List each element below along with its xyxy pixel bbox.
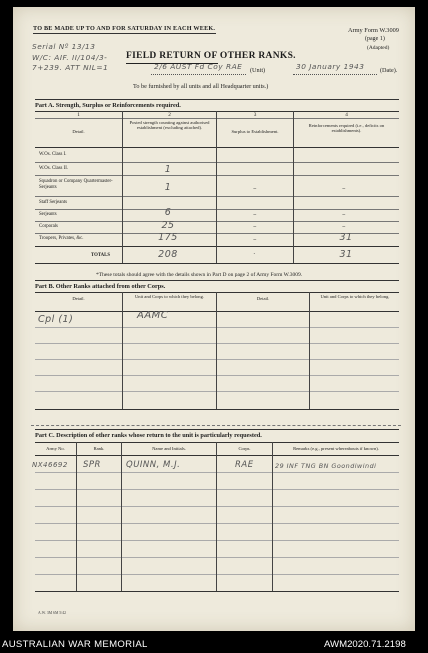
form-number: Army Form W.3009 (348, 27, 399, 34)
col-header-detail: Detail. (72, 129, 85, 134)
b-header-detail-2: Detail. (256, 296, 270, 301)
c-header-rank: Rank. (93, 446, 105, 451)
archive-reference: AWM2020.71.2198 (324, 639, 406, 650)
row-label-staff-sjts: Staff Serjeants (39, 200, 68, 205)
unit-label: (Unit) (250, 67, 266, 74)
reinf-troopers: 31 (339, 232, 353, 243)
date-dotted-line (293, 74, 377, 75)
b-entry-unit: AAMC (137, 310, 169, 321)
c-entry-name: QUINN, M.J. (126, 460, 181, 470)
surplus-troopers: – (253, 235, 257, 243)
b-header-unit-1: Unit and Corps to which they belong. (134, 294, 205, 299)
perforation-line (31, 425, 401, 426)
c-entry-army-no: NX46692 (32, 461, 68, 469)
col-number-2: 2 (168, 112, 171, 118)
reinf-corporals: – (342, 222, 346, 230)
posted-wo2: 1 (164, 164, 172, 175)
date-handwriting: 30 January 1943 (296, 62, 365, 71)
c-header-name: Name and Initials. (152, 446, 186, 451)
surplus-total: · (253, 250, 256, 258)
col-number-3: 3 (253, 112, 257, 118)
c-header-remarks: Remarks (e.g., present whereabouts if known). (293, 446, 379, 451)
col-header-reinforcements: Reinforcements required (i.e., deficits on establishments). (308, 123, 385, 134)
col-header-surplus: Surplus to Establishment. (231, 129, 279, 134)
unit-dotted-line (151, 74, 246, 75)
c-entry-rank: SPR (83, 460, 101, 470)
serial-handwriting: Serial Nº 13/13 W/C: AIF. II/104/3- 7+239. ATT NIL=1 (32, 42, 109, 72)
row-label-wo2: W.Os. Class II. (39, 166, 69, 171)
row-label-wo1: W.Os. Class I. (39, 152, 67, 157)
printer-mark: A.W. 3M 6M 5/42 (38, 611, 67, 615)
form-adapted: (Adapted) (367, 45, 390, 51)
totals-label: TOTALS (91, 253, 111, 258)
saturday-note: TO BE MADE UP TO AND FOR SATURDAY IN EACH WEEK. (33, 25, 216, 32)
part-a-rule (35, 99, 399, 100)
surplus-corporals: – (253, 222, 257, 230)
reinf-serjeants: – (342, 210, 346, 218)
date-label: (Date). (380, 67, 398, 74)
part-a-title: Part A. Strength, Surplus or Reinforcements required. (35, 102, 181, 109)
reinf-total: 31 (339, 249, 353, 260)
row-label-corporals: Corporals (39, 224, 58, 229)
form-sheet (13, 7, 415, 631)
part-c-title: Part C. Description of other ranks whose return to the unit is particularly requested. (35, 432, 262, 439)
totals-note: *These totals should agree with the details shown in Part D on page 2 of Army Form W.3009. (96, 272, 303, 278)
row-label-cqms: Squadron or Company Quartermaster-Serjeants (39, 179, 113, 190)
b-header-detail-1: Detail. (72, 296, 85, 301)
posted-corporals: 25 (161, 220, 175, 231)
row-label-serjeants: Serjeants (39, 212, 57, 217)
unit-handwriting: 2/6 AUST Fd Coy RAE (154, 62, 243, 71)
part-b-title: Part B. Other Ranks attached from other Corps. (35, 283, 166, 290)
row-label-troopers: Troopers, Privates, &c. (39, 236, 84, 241)
header-underline (33, 33, 216, 34)
b-header-unit-2: Unit and Corps to which they belong. (320, 294, 390, 299)
posted-serjeants: 6 (164, 207, 172, 218)
posted-troopers: 175 (158, 232, 178, 243)
col-number-1: 1 (77, 112, 80, 118)
col-header-posted: Posted strength counting against authorised establishment (excluding attached). (129, 120, 210, 131)
part-b-rule (35, 280, 399, 281)
form-page: (page 1) (365, 36, 385, 42)
c-header-corps: Corps. (238, 446, 251, 451)
c-header-army-no: Army No. (46, 446, 65, 451)
form-title: FIELD RETURN OF OTHER RANKS. (126, 51, 296, 61)
b-entry-detail: Cpl (1) (38, 314, 74, 325)
surplus-cqms: – (253, 184, 257, 192)
col-number-4: 4 (345, 112, 348, 118)
furnish-note: To be furnished by all units and all Headquarter units.) (133, 83, 269, 90)
archive-caption: AUSTRALIAN WAR MEMORIAL (2, 639, 148, 650)
c-entry-corps: RAE (235, 460, 254, 470)
posted-cqms: 1 (164, 182, 172, 193)
posted-total: 208 (158, 249, 178, 260)
c-entry-remarks: 29 INF TNG BN Goondiwindi (275, 462, 377, 470)
reinf-cqms: – (342, 184, 346, 192)
part-c-rule (35, 429, 399, 430)
surplus-serjeants: – (253, 210, 257, 218)
